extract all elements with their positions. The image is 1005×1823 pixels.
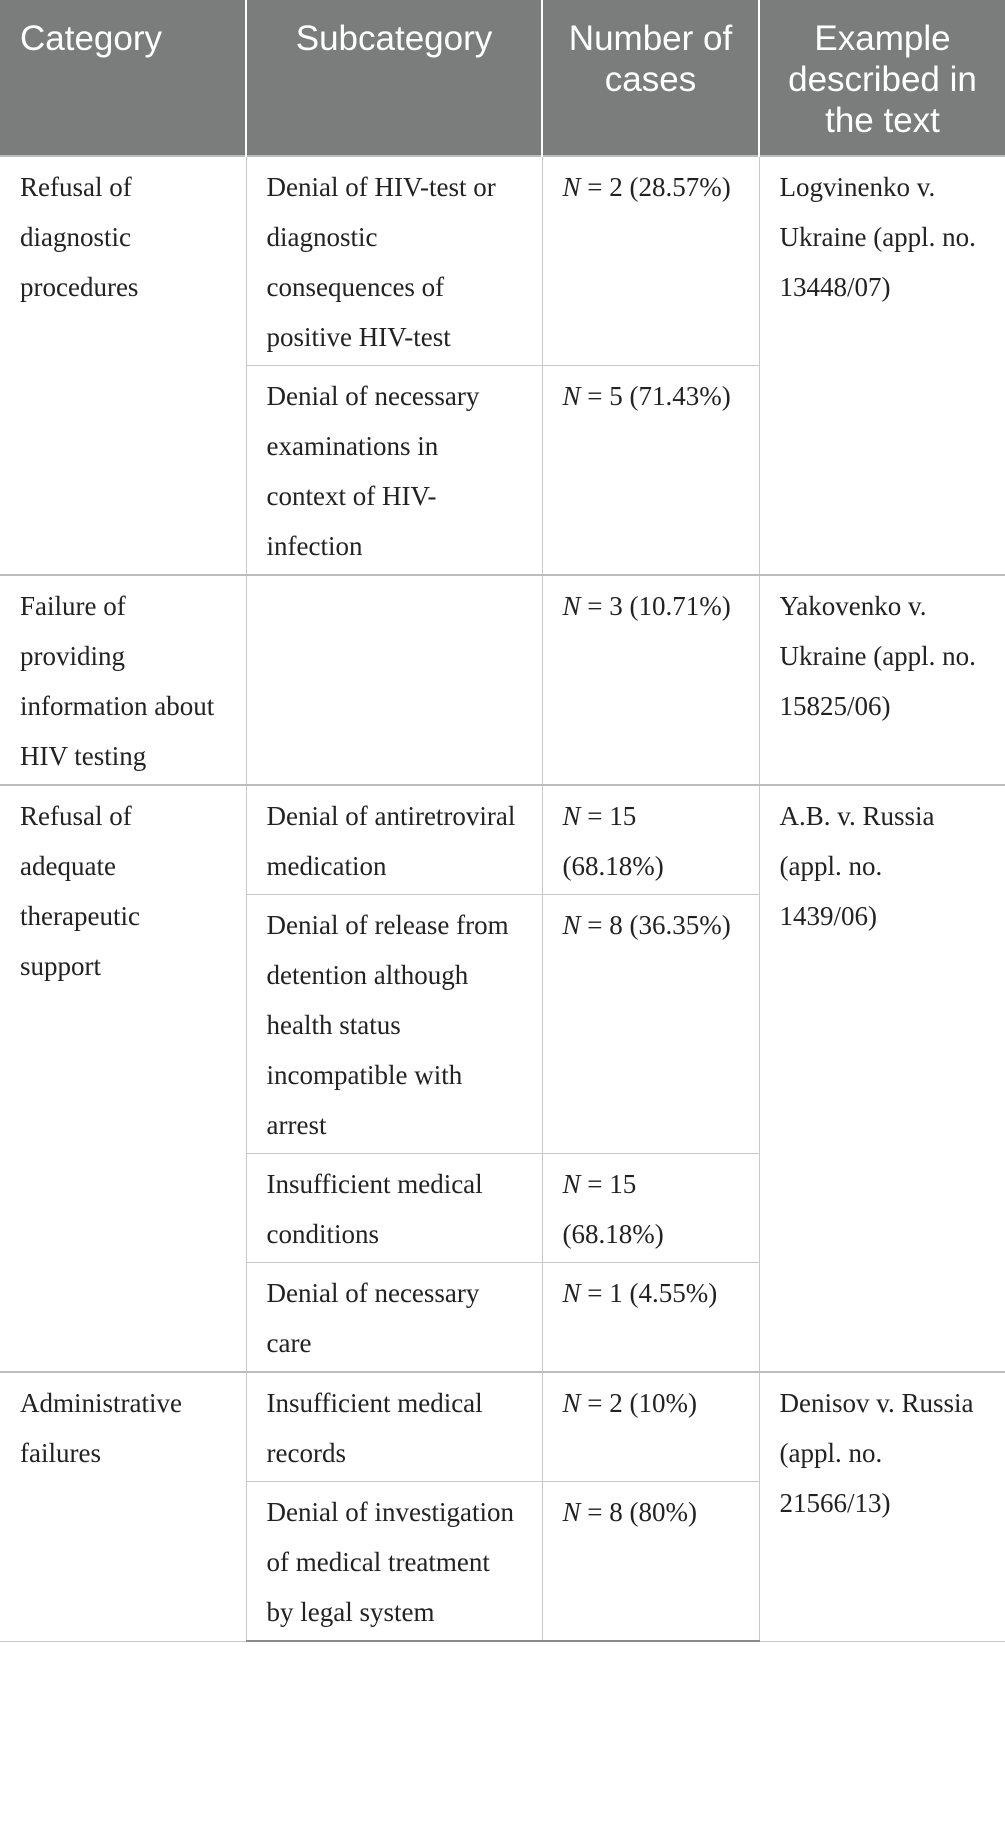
table-row — [0, 575, 1005, 785]
n-symbol: N — [562, 381, 581, 411]
subcategory-cell: Denial of necessary examinations in context of HIV-infection — [246, 366, 542, 576]
cases-value: = 2 (10%) — [580, 1388, 697, 1418]
example-cell: Yakovenko v. Ukraine (appl. no. 15825/06) — [759, 575, 1005, 785]
table-row — [0, 785, 1005, 895]
subcategory-cell: Denial of necessary care — [246, 1263, 542, 1373]
cases-value: = 3 (10.71%) — [580, 591, 731, 621]
cases-value: = 1 (4.55%) — [580, 1278, 718, 1308]
header-category: Category — [0, 0, 246, 156]
example-cell: A.B. v. Russia (appl. no. 1439/06) — [759, 785, 1005, 1372]
header-row — [0, 0, 1005, 156]
n-symbol: N — [562, 1388, 581, 1418]
cases-value: = 5 (71.43%) — [580, 381, 731, 411]
cases-value: = 8 (80%) — [580, 1497, 697, 1527]
example-cell: Denisov v. Russia (appl. no. 21566/13) — [759, 1372, 1005, 1641]
subcategory-cell: Denial of investigation of medical treatment by legal system — [246, 1482, 542, 1642]
cases-value: = 15 (68.18%) — [562, 801, 664, 881]
subcategory-cell: Denial of release from detention although health status incompatible with arrest — [246, 895, 542, 1154]
cases-value: = 8 (36.35%) — [580, 910, 731, 940]
cases-cell — [542, 156, 759, 366]
cases-value: = 15 (68.18%) — [562, 1169, 664, 1249]
cases-cell — [542, 1154, 759, 1263]
subcategory-cell: Denial of antiretroviral medication — [246, 785, 542, 895]
n-symbol: N — [562, 1169, 581, 1199]
category-cell: Administrative failures — [0, 1372, 246, 1641]
cases-cell — [542, 1263, 759, 1373]
subcategory-cell: Insufficient medical conditions — [246, 1154, 542, 1263]
subcategory-cell: Denial of HIV-test or diagnostic consequences of positive HIV-test — [246, 156, 542, 366]
category-cell: Refusal of adequate therapeutic support — [0, 785, 246, 1372]
table-row — [0, 1372, 1005, 1482]
n-symbol: N — [562, 801, 581, 831]
table-row — [0, 156, 1005, 366]
header-example: Example described in the text — [759, 0, 1005, 156]
cases-cell — [542, 1482, 759, 1642]
category-cell: Refusal of diagnostic procedures — [0, 156, 246, 575]
n-symbol: N — [562, 172, 581, 202]
n-symbol: N — [562, 591, 581, 621]
cases-cell — [542, 575, 759, 785]
cases-cell — [542, 895, 759, 1154]
subcategory-cell — [246, 575, 542, 785]
header-number-of-cases: Number of cases — [542, 0, 759, 156]
cases-value: = 2 (28.57%) — [580, 172, 731, 202]
subcategory-cell: Insufficient medical records — [246, 1372, 542, 1482]
cases-cell — [542, 785, 759, 895]
n-symbol: N — [562, 910, 581, 940]
n-symbol: N — [562, 1497, 581, 1527]
table-body — [0, 156, 1005, 1641]
n-symbol: N — [562, 1278, 581, 1308]
table-header — [0, 0, 1005, 156]
cases-cell — [542, 1372, 759, 1482]
cases-cell — [542, 366, 759, 576]
example-cell: Logvinenko v. Ukraine (appl. no. 13448/07) — [759, 156, 1005, 575]
header-subcategory: Subcategory — [246, 0, 542, 156]
category-cell: Failure of providing information about HIV testing — [0, 575, 246, 785]
